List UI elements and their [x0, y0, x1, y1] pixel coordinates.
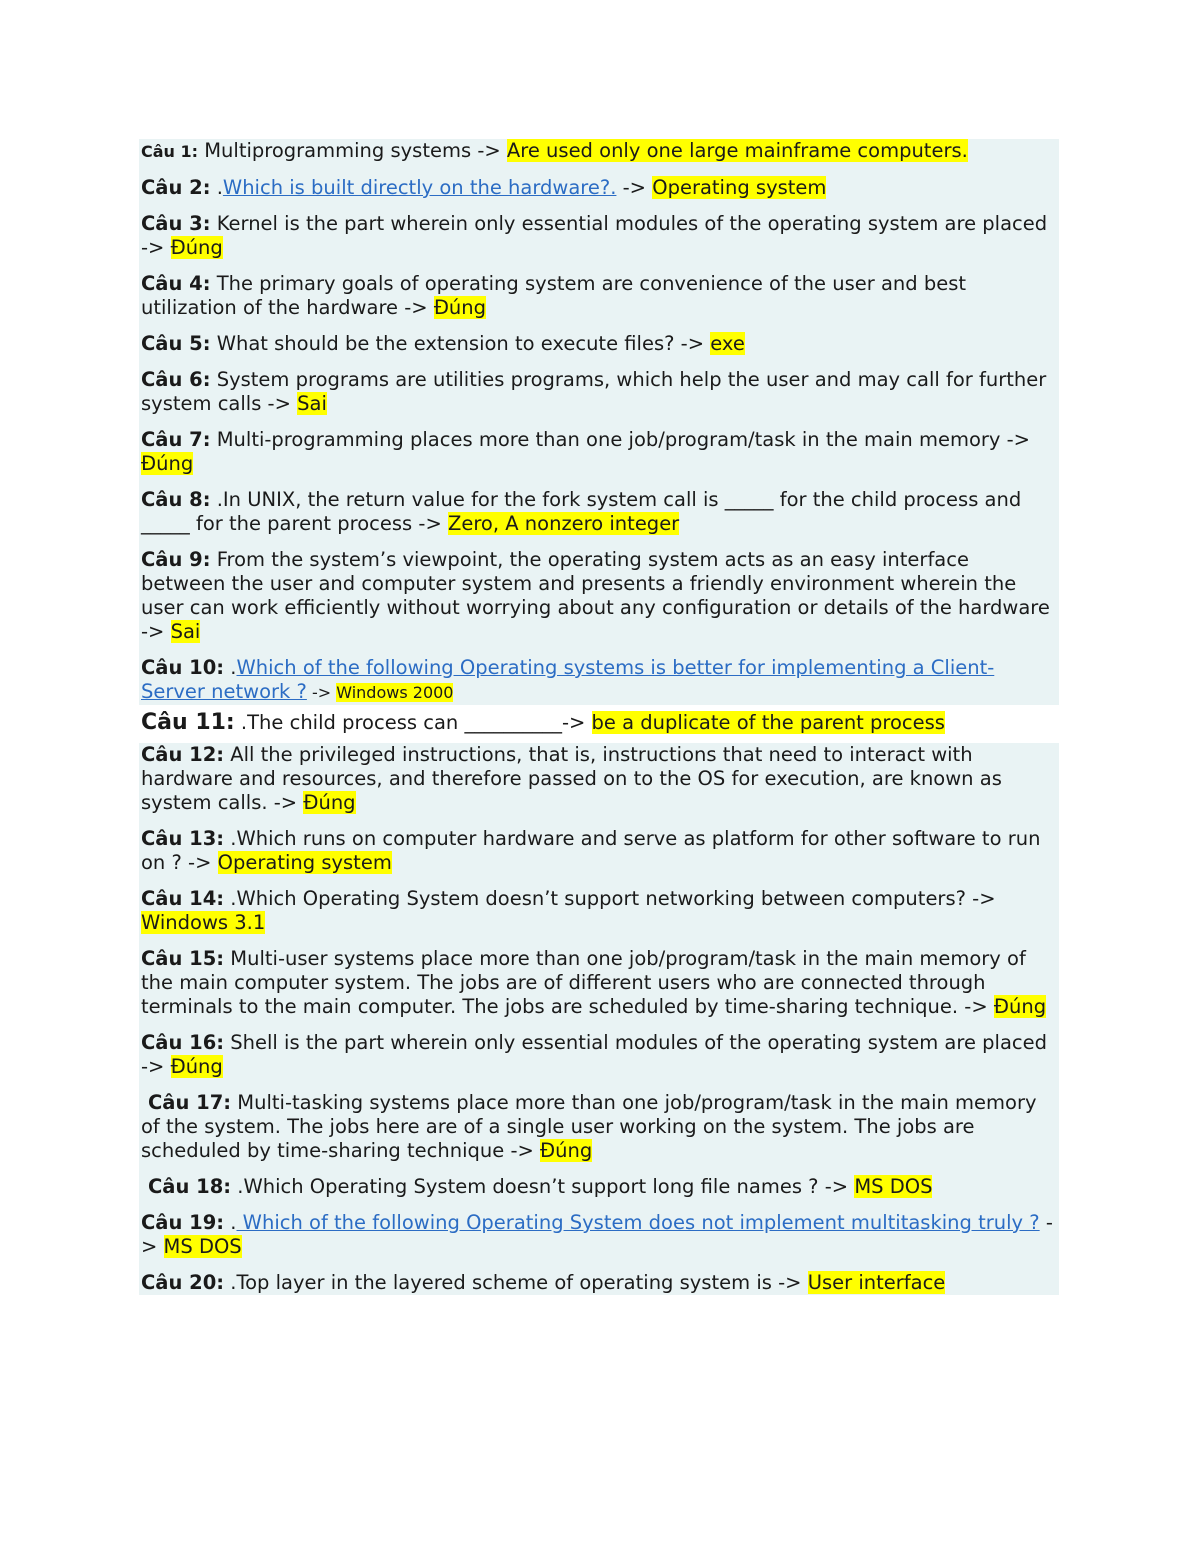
question-text: .Which runs on computer hardware and serve as platform for other software to run on ? ->: [141, 827, 1041, 874]
question-text: Shell is the part wherein only essential modules of the operating system are placed ->: [141, 1031, 1047, 1078]
question-number: Câu 5:: [141, 332, 211, 355]
question-6: [141, 368, 1057, 416]
question-block-2: [139, 743, 1059, 1295]
question-number: Câu 2:: [141, 176, 211, 199]
question-1: [141, 139, 1057, 164]
question-prefix: .: [224, 656, 237, 679]
question-number: Câu 3:: [141, 212, 211, 235]
question-19: [141, 1211, 1057, 1259]
question-16: [141, 1031, 1057, 1079]
question-9: [141, 548, 1057, 644]
question-number: Câu 1:: [141, 142, 199, 161]
question-text: Multi-user systems place more than one job/program/task in the main memory of the main computer system. The jobs are of different users who are connected through terminals to the main computer. The jobs are scheduled by time-sharing technique. ->: [141, 947, 1026, 1018]
question-text: ->: [306, 683, 337, 702]
question-text: The primary goals of operating system are convenience of the user and best utilization of the hardware ->: [141, 272, 967, 319]
question-text: .Which Operating System doesn’t support long file names ? ->: [231, 1175, 855, 1198]
question-text: ->: [616, 176, 653, 199]
question-number: Câu 7:: [141, 428, 211, 451]
question-14: [141, 887, 1057, 935]
question-prefix: .: [210, 176, 223, 199]
question-10: [141, 656, 1057, 705]
question-text: From the system’s viewpoint, the operating system acts as an easy interface between the user and computer system and presents a friendly environment wherein the user can work efficiently without worrying about any configuration or details of the hardware ->: [141, 548, 1050, 643]
question-3: [141, 212, 1057, 260]
question-17: [141, 1091, 1057, 1163]
question-5: [141, 332, 1057, 356]
question-link[interactable]: Which of the following Operating systems is better for implementing a Client-Server network ?: [141, 656, 995, 703]
answer-highlight: Sai: [170, 620, 201, 643]
question-number: Câu 8:: [141, 488, 211, 511]
answer-highlight: Đúng: [170, 1055, 223, 1078]
question-link[interactable]: Which is built directly on the hardware?.: [222, 176, 617, 199]
question-text: System programs are utilities programs, which help the user and may call for further system calls ->: [141, 368, 1047, 415]
question-number: Câu 4:: [141, 272, 211, 295]
question-text: Kernel is the part wherein only essential modules of the operating system are placed ->: [141, 212, 1048, 259]
question-20: [141, 1271, 1057, 1295]
answer-highlight: Windows 2000: [336, 683, 454, 702]
question-number: Câu 10:: [141, 656, 225, 679]
answer-highlight: Đúng: [170, 236, 223, 259]
question-13: [141, 827, 1057, 875]
question-number: Câu 16:: [141, 1031, 225, 1054]
question-text: .Which Operating System doesn’t support networking between computers? ->: [224, 887, 996, 910]
answer-highlight: Đúng: [141, 452, 194, 475]
question-18: [141, 1175, 1057, 1199]
question-prefix: .: [224, 1211, 237, 1234]
question-text: Multi-programming places more than one job/program/task in the main memory ->: [210, 428, 1031, 451]
question-text: What should be the extension to execute files? ->: [210, 332, 711, 355]
question-text: .Top layer in the layered scheme of operating system is ->: [224, 1271, 808, 1294]
question-2: [141, 176, 1057, 200]
question-number: Câu 11:: [141, 710, 235, 735]
answer-highlight: Đúng: [993, 995, 1047, 1018]
question-number: Câu 12:: [141, 743, 225, 766]
answer-highlight: Đúng: [433, 296, 487, 319]
question-8: [141, 488, 1057, 536]
question-7: [141, 428, 1057, 476]
answer-highlight: be a duplicate of the parent process: [591, 711, 945, 734]
question-15: [141, 947, 1057, 1019]
question-number: Câu 17:: [148, 1091, 232, 1114]
answer-highlight: exe: [710, 332, 745, 355]
question-text: All the privileged instructions, that is, instructions that need to interact with hardware and resources, and therefore passed on to the OS for execution, are known as system calls. ->: [141, 743, 1002, 814]
question-text: Multi-tasking systems place more than one job/program/task in the main memory of the system. The jobs here are of a single user working on the system. The jobs are scheduled by time-sharing technique ->: [141, 1091, 1037, 1162]
answer-highlight: MS DOS: [163, 1235, 242, 1258]
question-block-1: [139, 139, 1059, 705]
question-number: Câu 14:: [141, 887, 225, 910]
question-4: [141, 272, 1057, 320]
answer-highlight: User interface: [807, 1271, 946, 1294]
question-number: Câu 13:: [141, 827, 225, 850]
question-number: Câu 20:: [141, 1271, 225, 1294]
question-text: Multiprogramming systems ->: [198, 139, 507, 162]
answer-highlight: MS DOS: [854, 1175, 933, 1198]
question-11: [139, 705, 1059, 743]
question-number: Câu 19:: [141, 1211, 225, 1234]
answer-highlight: Sai: [297, 392, 327, 415]
question-link[interactable]: Which of the following Operating System does not implement multitasking truly ?: [236, 1211, 1040, 1234]
answer-highlight: Are used only one large mainframe computers.: [506, 139, 968, 162]
answer-highlight: Đúng: [540, 1139, 593, 1162]
question-number: Câu 6:: [141, 368, 211, 391]
question-text: .In UNIX, the return value for the fork system call is _____ for the child process and _____ for the parent process ->: [141, 488, 1022, 535]
question-number: Câu 15:: [141, 947, 225, 970]
question-number: Câu 18:: [148, 1175, 232, 1198]
question-text: .The child process can __________->: [234, 711, 592, 734]
question-12: [141, 743, 1057, 815]
answer-highlight: Zero, A nonzero integer: [447, 512, 680, 535]
question-text: ->: [141, 1211, 1053, 1258]
answer-highlight: Operating system: [217, 851, 392, 874]
answer-highlight: Operating system: [652, 176, 827, 199]
answer-highlight: Windows 3.1: [141, 911, 266, 934]
answer-highlight: Đúng: [303, 791, 356, 814]
question-number: Câu 9:: [141, 548, 211, 571]
document-page: [139, 139, 1059, 1295]
